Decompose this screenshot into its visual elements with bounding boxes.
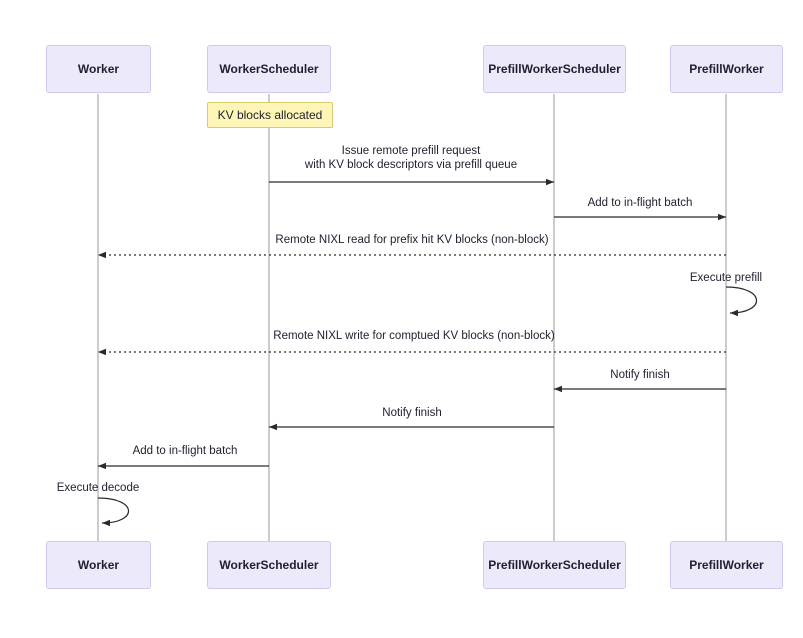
actor-label: Worker	[77, 558, 120, 572]
actor-label: PrefillWorkerScheduler	[488, 62, 621, 76]
actor-worker-top[interactable]	[46, 45, 151, 93]
message-label-text: Execute decode	[56, 482, 140, 494]
message-label-m7	[382, 407, 441, 419]
message-label-text: Add to in-flight batch	[587, 197, 693, 209]
message-label-m4	[690, 272, 762, 284]
actor-worker-scheduler-bottom[interactable]	[207, 541, 331, 589]
message-label-text: Notify finish	[610, 369, 670, 381]
message-label-m6	[610, 369, 669, 381]
actor-label: PrefillWorker	[689, 558, 764, 572]
message-label-text: Notify finish	[382, 407, 442, 419]
message-arrow-m9	[98, 498, 129, 523]
message-label-m1-line2: with KV block descriptors via prefill queue	[304, 159, 518, 171]
message-label-m5	[273, 330, 554, 342]
message-label-m9	[57, 482, 139, 494]
actor-worker-bottom[interactable]	[46, 541, 151, 589]
actor-worker-scheduler-top[interactable]	[207, 45, 331, 93]
actor-prefill-worker-top[interactable]	[670, 45, 783, 93]
actor-label: PrefillWorker	[689, 62, 764, 76]
actor-prefill-worker-bottom[interactable]	[670, 541, 783, 589]
actor-label: WorkerScheduler	[219, 62, 319, 76]
message-label-text: Remote NIXL read for prefix hit KV blocks (non-block)	[275, 234, 549, 246]
actor-label: Worker	[77, 62, 120, 76]
message-label-m1-line1: Issue remote prefill request	[341, 145, 481, 157]
message-label-m2	[588, 197, 693, 209]
message-label-m1	[305, 144, 517, 172]
message-label-text: Remote NIXL write for comptued KV blocks (non-block)	[273, 330, 555, 342]
note-label: KV blocks allocated	[217, 108, 323, 122]
message-arrow-m4	[726, 287, 757, 313]
message-label-text: Add to in-flight batch	[132, 445, 238, 457]
actor-prefill-worker-scheduler-top[interactable]	[483, 45, 626, 93]
actor-label: PrefillWorkerScheduler	[488, 558, 621, 572]
actor-label: WorkerScheduler	[219, 558, 319, 572]
actor-prefill-worker-scheduler-bottom[interactable]	[483, 541, 626, 589]
message-label-text: Execute prefill	[689, 272, 763, 284]
message-label-m3	[275, 234, 548, 246]
note-kv-blocks-allocated	[207, 102, 333, 128]
message-label-m8	[133, 445, 238, 457]
